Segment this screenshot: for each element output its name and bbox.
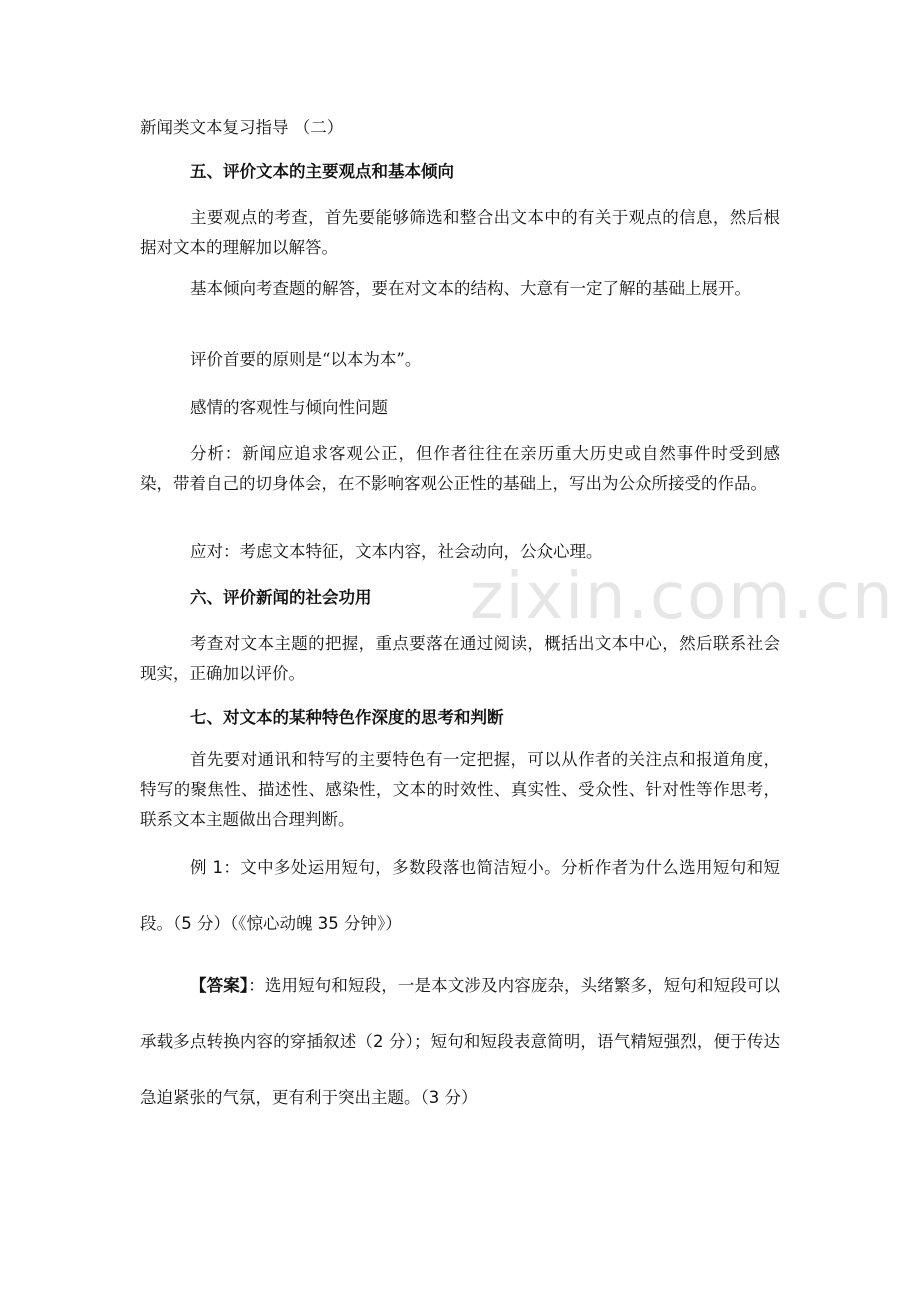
answer-label: 【答案】 <box>190 976 249 995</box>
section-5-heading: 五、评价文本的主要观点和基本倾向 <box>190 162 454 181</box>
section-5-paragraph-6: 应对：考虑文本特征，文本内容，社会动向，公众心理。 <box>190 542 603 561</box>
section-6-heading: 六、评价新闻的社会功用 <box>190 588 372 607</box>
section-6-paragraph-1: 考查对文本主题的把握，重点要落在通过阅读，概括出文本中心，然后联系社会现实，正确加以评价。 <box>140 634 780 683</box>
example-1: 例 1：文中多处运用短句，多数段落也简洁短小。分析作者为什么选用短句和短段。（5 分）（《惊心动魄 35 分钟》） <box>140 858 780 933</box>
document-title: 新闻类文本复习指导 （二） <box>140 118 344 137</box>
section-7-heading: 七、对文本的某种特色作深度的思考和判断 <box>190 708 504 727</box>
section-5-paragraph-4: 感情的客观性与倾向性问题 <box>190 398 388 417</box>
section-5-paragraph-1: 主要观点的考查，首先要能够筛选和整合出文本中的有关于观点的信息，然后根据对文本的理解加以解答。 <box>140 208 780 257</box>
watermark: zixin.com.cn <box>470 560 895 634</box>
answer-text: ：选用短句和短段，一是本文涉及内容庞杂，头绪繁多，短句和短段可以承载多点转换内容的穿插叙述（2 分）；短句和短段表意简明，语气精短强烈，便于传达急迫紧张的气氛，更有利于突出主题。（3 分） <box>140 976 781 1107</box>
section-5-paragraph-3: 评价首要的原则是“以本为本”。 <box>190 350 422 369</box>
section-5-paragraph-5: 分析：新闻应追求客观公正，但作者往往在亲历重大历史或自然事件时受到感染，带着自己的切身体会，在不影响客观公正性的基础上，写出为公众所接受的作品。 <box>140 444 780 493</box>
answer-paragraph <box>140 958 780 1126</box>
section-5-paragraph-2: 基本倾向考查题的解答，要在对文本的结构、大意有一定了解的基础上展开。 <box>190 279 751 298</box>
section-7-paragraph-1: 首先要对通讯和特写的主要特色有一定把握，可以从作者的关注点和报道角度，特写的聚焦性、描述性、感染性，文本的时效性、真实性、受众性、针对性等作思考，联系文本主题做出合理判断。 <box>140 750 780 829</box>
